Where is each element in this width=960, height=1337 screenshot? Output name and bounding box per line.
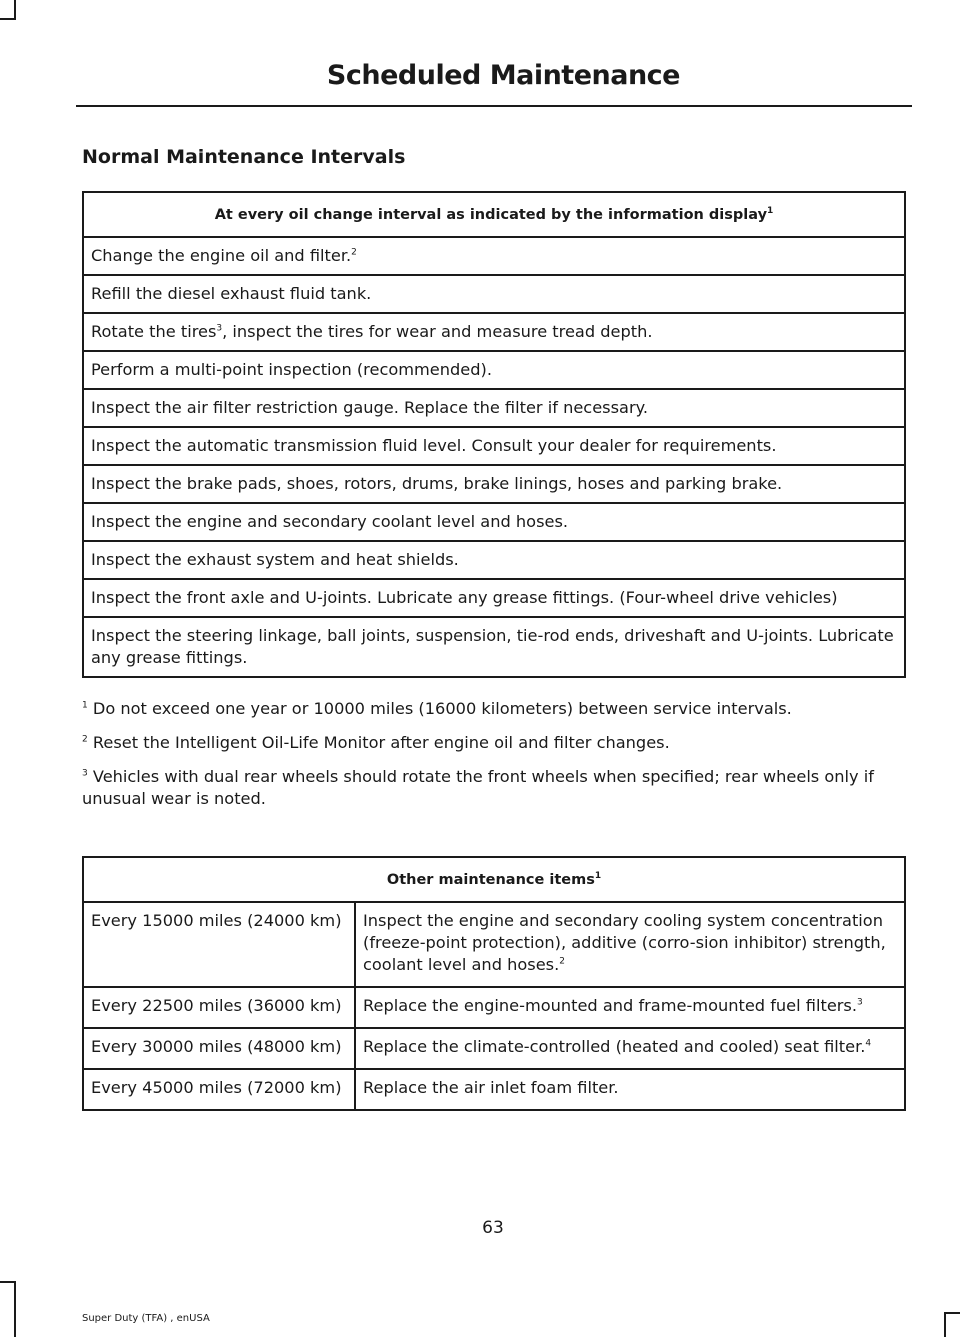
table-row [83, 617, 905, 677]
cell-text: Inspect the steering linkage, ball joints, suspension, tie-rod ends, driveshaft and U-joints. Lubricate any grease fittings. [91, 626, 894, 667]
footnote-number: 2 [82, 734, 88, 745]
cell-text: Change the engine oil and filter. [91, 246, 352, 265]
cell-text: Inspect the brake pads, shoes, rotors, drums, brake linings, hoses and parking brake. [91, 474, 783, 493]
footnote-text: Do not exceed one year or 10000 miles (16000 kilometers) between service intervals. [87, 699, 792, 718]
crop-mark-top-left-horizontal [0, 18, 16, 20]
interval-cell: Every 45000 miles (72000 km) [83, 1069, 355, 1110]
cell-text: Replace the engine-mounted and frame-mounted fuel filters. [363, 996, 858, 1015]
table-cell [83, 427, 905, 465]
footnote [82, 766, 912, 810]
table-row [83, 579, 905, 617]
table-row [83, 237, 905, 275]
footnote-ref: 3 [216, 323, 223, 334]
table-cell [83, 237, 905, 275]
interval-cell: Every 22500 miles (36000 km) [83, 987, 355, 1028]
footnote-ref: 2 [559, 956, 565, 967]
table-heading [83, 192, 905, 237]
item-cell [355, 1069, 905, 1110]
cell-text-continued: , inspect the tires for wear and measure tread depth. [222, 322, 653, 341]
cell-text: Inspect the automatic transmission fluid level. Consult your dealer for requirements. [91, 436, 777, 455]
table-row [83, 987, 905, 1028]
footnote [82, 732, 912, 754]
footnote-ref: 4 [865, 1038, 872, 1049]
oil-change-interval-table [82, 191, 906, 678]
footnote-text: Vehicles with dual rear wheels should rotate the front wheels when specified; rear wheels only if unusual wear is noted. [82, 767, 874, 808]
table-cell [83, 579, 905, 617]
table-heading-text: At every oil change interval as indicated by the information display [214, 207, 768, 223]
footnote [82, 698, 912, 720]
table-row [83, 275, 905, 313]
cell-text: Replace the climate-controlled (heated and cooled) seat filter. [363, 1037, 866, 1056]
cell-text: Perform a multi-point inspection (recommended). [91, 360, 492, 379]
table-cell [83, 351, 905, 389]
table-header-row [83, 192, 905, 237]
table-row [83, 313, 905, 351]
page-header-title: Scheduled Maintenance [326, 60, 680, 91]
document-id: Super Duty (TFA) , enUSA [82, 1313, 210, 1324]
header-rule [76, 105, 912, 107]
crop-mark-bottom-left-horizontal [0, 1281, 16, 1283]
footnote-number: 1 [82, 700, 88, 711]
footnote-ref: 1 [767, 206, 774, 217]
table-row [83, 503, 905, 541]
table-row [83, 465, 905, 503]
table-row [83, 1069, 905, 1110]
cell-text: Replace the air inlet foam filter. [363, 1078, 619, 1097]
crop-mark-bottom-right-vertical [944, 1312, 946, 1337]
table-cell [83, 541, 905, 579]
footnote-text: Reset the Intelligent Oil-Life Monitor after engine oil and filter changes. [87, 733, 670, 752]
table-cell [83, 275, 905, 313]
footnote-ref: 1 [594, 871, 602, 882]
table-cell [83, 617, 905, 677]
table-row [83, 427, 905, 465]
cell-text: Inspect the air filter restriction gauge. Replace the filter if necessary. [91, 398, 649, 417]
interval-cell: Every 15000 miles (24000 km) [83, 902, 355, 987]
item-cell [355, 1028, 905, 1069]
table-row [83, 389, 905, 427]
cell-text: Refill the diesel exhaust fluid tank. [91, 284, 372, 303]
table-row [83, 541, 905, 579]
footnotes [82, 698, 912, 822]
table-row [83, 902, 905, 987]
table-heading-text: Other maintenance items [386, 872, 595, 888]
crop-mark-top-left-vertical [14, 0, 16, 20]
section-title: Normal Maintenance Intervals [82, 146, 406, 168]
table-heading [83, 857, 905, 902]
cell-text: Rotate the tires [91, 322, 217, 341]
item-cell [355, 987, 905, 1028]
table-row [83, 351, 905, 389]
cell-text: Inspect the engine and secondary cooling system concentration (freeze-point protection), additive (corro-sion inhibitor) strength, coolant level and hoses. [363, 911, 886, 974]
item-cell [355, 902, 905, 987]
footnote-ref: 2 [351, 247, 357, 258]
crop-mark-bottom-left-vertical [14, 1281, 16, 1337]
table-cell [83, 389, 905, 427]
page-number: 63 [482, 1218, 504, 1238]
table-cell [83, 465, 905, 503]
footnote-ref: 3 [857, 997, 863, 1008]
footnote-number: 3 [82, 768, 88, 779]
cell-text: Inspect the exhaust system and heat shields. [91, 550, 459, 569]
cell-text: Inspect the front axle and U-joints. Lubricate any grease fittings. (Four-wheel drive vehicles) [91, 588, 838, 607]
table-row [83, 1028, 905, 1069]
crop-mark-bottom-right-horizontal [944, 1312, 960, 1314]
interval-cell: Every 30000 miles (48000 km) [83, 1028, 355, 1069]
table-cell [83, 503, 905, 541]
table-header-row [83, 857, 905, 902]
other-maintenance-table [82, 856, 906, 1111]
table-cell [83, 313, 905, 351]
cell-text: Inspect the engine and secondary coolant level and hoses. [91, 512, 569, 531]
